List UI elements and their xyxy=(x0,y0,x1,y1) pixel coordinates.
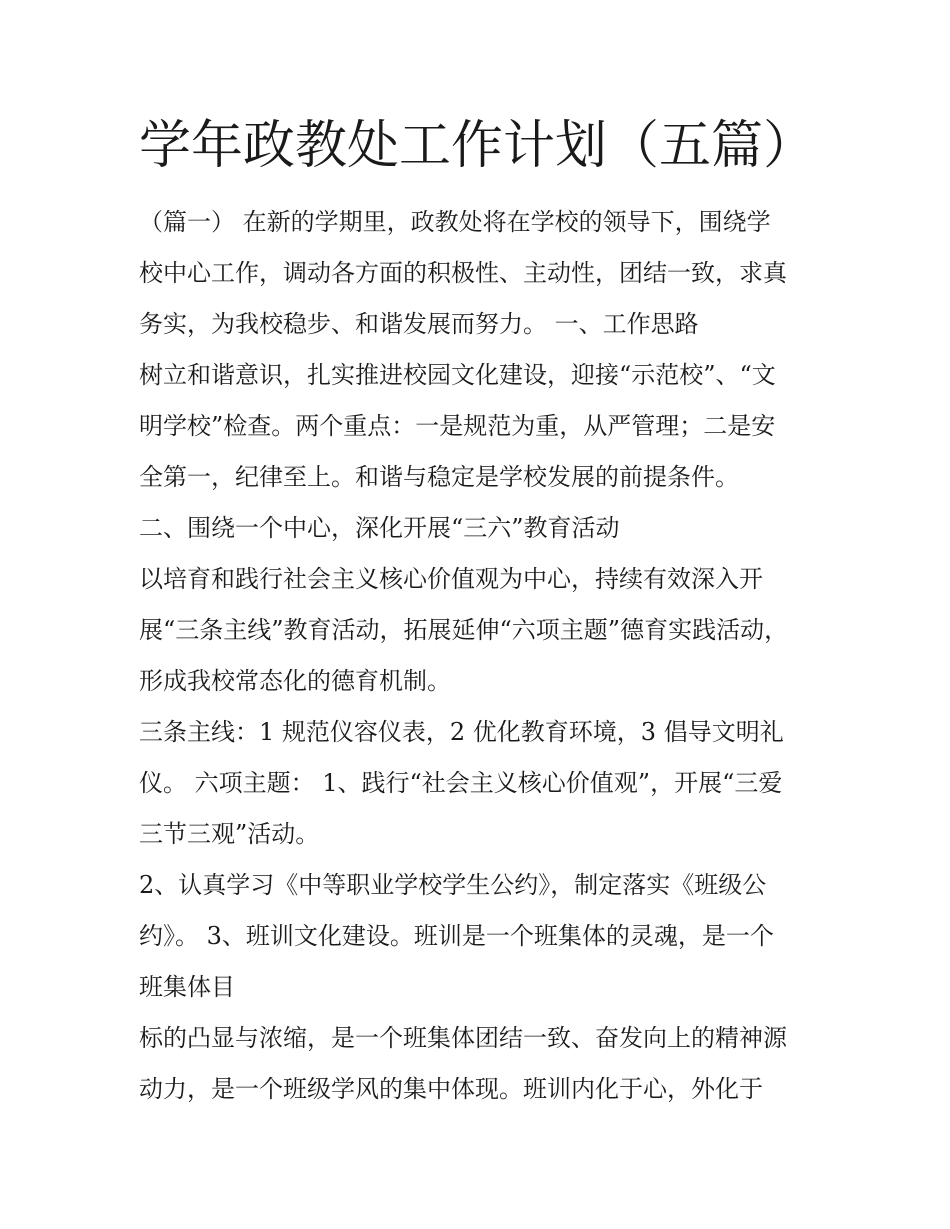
document-title: 学年政教处工作计划（五篇） xyxy=(139,116,816,176)
body-line: 三条主线：1 规范仪容仪表，2 优化教育环境，3 倡导文明礼 xyxy=(139,718,784,746)
body-line: 三节三观”活动。 xyxy=(139,820,320,848)
body-line: （篇一） 在新的学期里，政教处将在学校的领导下，围绕学 xyxy=(139,208,771,236)
body-line: 仪。 六项主题： 1、践行“社会主义核心价值观”，开展“三爱 xyxy=(139,769,783,797)
body-line: 务实，为我校稳步、和谐发展而努力。 一、工作思路 xyxy=(139,310,699,338)
document-body xyxy=(139,197,839,1115)
body-line: 标的凸显与浓缩，是一个班集体团结一致、奋发向上的精神源 xyxy=(139,1024,787,1052)
body-line: 明学校”检查。两个重点：一是规范为重，从严管理；二是安 xyxy=(139,412,776,440)
body-line: 2、认真学习《中等职业学校学生公约》，制定落实《班级公 xyxy=(139,871,767,899)
body-line: 班集体目 xyxy=(139,973,235,1001)
body-line: 约》。 3、班训文化建设。班训是一个班集体的灵魂，是一个 xyxy=(139,922,774,950)
body-line: 形成我校常态化的德育机制。 xyxy=(139,667,451,695)
body-line: 二、围绕一个中心，深化开展“三六”教育活动 xyxy=(139,514,620,542)
body-line: 展“三条主线”教育活动，拓展延伸“六项主题”德育实践活动， xyxy=(139,616,789,644)
body-line: 树立和谐意识，扎实推进校园文化建设，迎接“示范校”、“文 xyxy=(139,361,776,389)
body-line: 动力，是一个班级学风的集中体现。班训内化于心，外化于 xyxy=(139,1075,763,1103)
body-line: 以培育和践行社会主义核心价值观为中心，持续有效深入开 xyxy=(139,565,763,593)
body-line: 校中心工作，调动各方面的积极性、主动性，团结一致，求真 xyxy=(139,259,787,287)
body-line: 全第一，纪律至上。和谐与稳定是学校发展的前提条件。 xyxy=(139,463,739,491)
